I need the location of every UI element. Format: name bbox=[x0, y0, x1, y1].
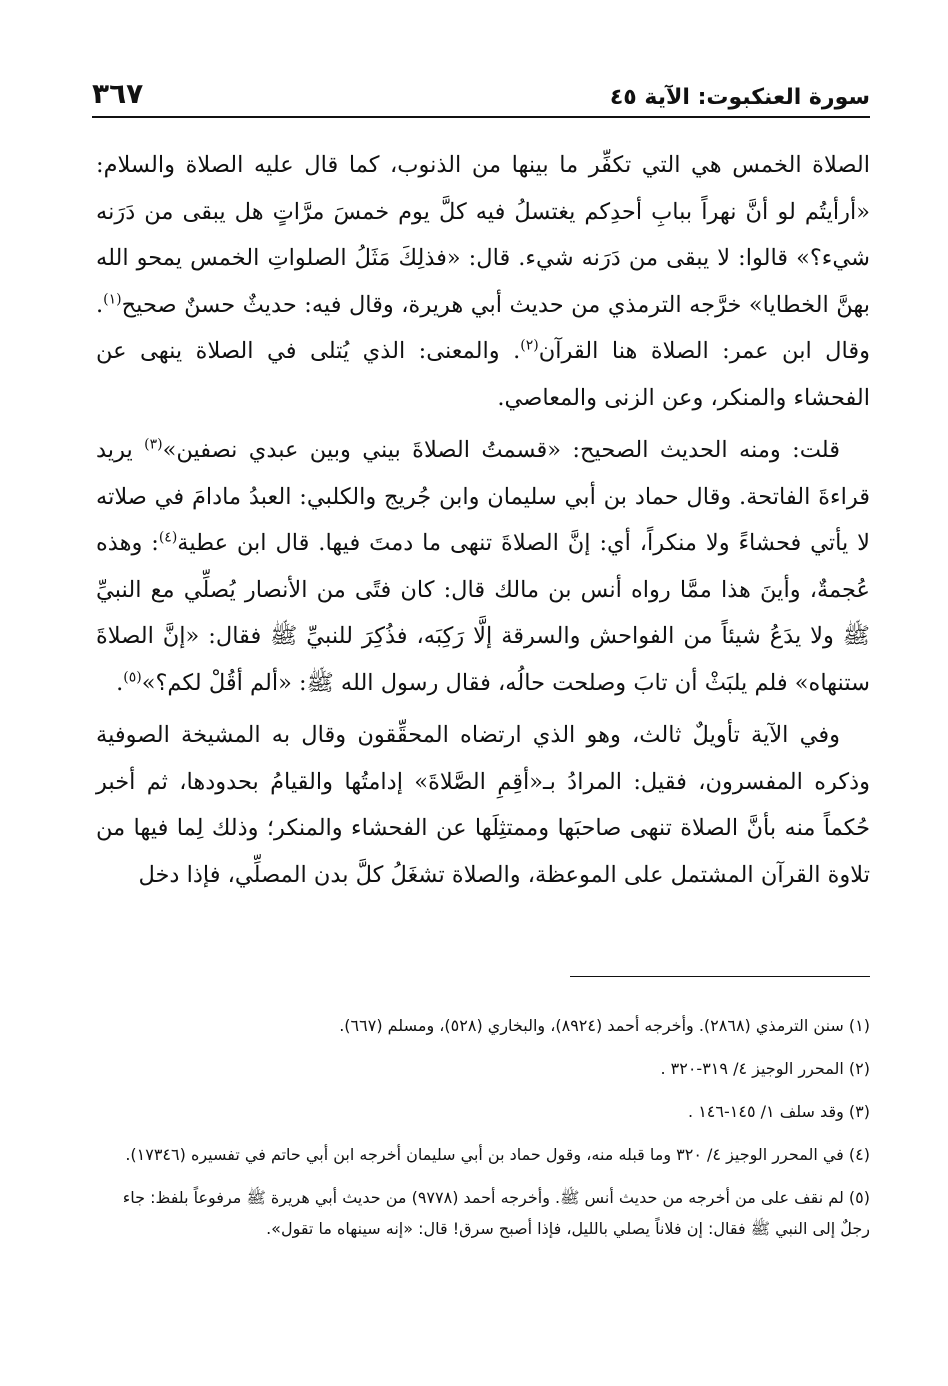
footnote-1: (١) سنن الترمذي (٢٨٦٨). وأخرجه أحمد (٨٩٢٤)، والبخاري (٥٢٨)، ومسلم (٦٦٧). bbox=[339, 1016, 870, 1035]
page-number: ٣٦٧ bbox=[92, 77, 144, 110]
footnote-5: (٥) لم نقف على من أخرجه من حديث أنس ﷺ. وأخرجه أحمد (٩٧٧٨) من حديث أبي هريرة ﷺ مرفوعاً بلفظ: جاء رجلٌ إلى النبي ﷺ فقال: إن فلاناً يصلي بالليل، فإذا أصبح سرق! قال: «إنه سينهاه ما تقول». bbox=[122, 1188, 870, 1238]
paragraph-1-end: . والمعنى: الذي يُتلى في الصلاة ينهى عن الفحشاء والمنكر، وعن الزنى والمعاصي. bbox=[96, 338, 870, 411]
paragraph-2 bbox=[96, 427, 870, 706]
surah-title: سورة العنكبوت: الآية ٤٥ bbox=[609, 85, 870, 110]
paragraph-2-tail: . bbox=[116, 669, 124, 696]
main-text bbox=[96, 142, 870, 898]
footnote-2: (٢) المحرر الوجيز ٤/ ٣١٩-٣٢٠ . bbox=[660, 1059, 870, 1078]
footnote-ref-5: (٥) bbox=[123, 669, 142, 685]
footnote-ref-2: (٢) bbox=[520, 337, 539, 354]
footnote-3: (٣) وقد سلف ١/ ١٤٥-١٤٦ . bbox=[688, 1102, 870, 1121]
paragraph-1 bbox=[96, 142, 870, 421]
footnote-4: (٤) في المحرر الوجيز ٤/ ٣٢٠ وما قبله منه، وقول حماد بن أبي سليمان أخرجه ابن أبي حاتم في تفسيره (١٧٣٤٦). bbox=[125, 1145, 870, 1164]
paragraph-2-text: قلت: ومنه الحديث الصحيح: «قسمتُ الصلاةَ بيني وبين عبدي نصفين» bbox=[162, 437, 840, 463]
footnote-separator bbox=[570, 976, 870, 977]
footnotes bbox=[96, 1010, 870, 1256]
paragraph-1-middle: . وقال ابن عمر: الصلاة هنا القرآن bbox=[96, 291, 870, 364]
paragraph-2-middle: يريد قراءةَ الفاتحة. وقال حماد بن أبي سليمان وابن جُريج والكلبي: العبدُ مادامَ في صلاته لا يأتي فحشاءً ولا منكراً، أي: إنَّ الصلاةَ تنهى ما دمتَ فيها. قال ابن عطية bbox=[96, 437, 870, 556]
page-header bbox=[92, 62, 870, 118]
footnote-ref-4: (٤) bbox=[158, 529, 178, 546]
paragraph-2-end: : وهذه عُجمةٌ، وأينَ هذا ممَّا رواه أنس بن مالك قال: كان فتًى من الأنصار يُصلِّي مع النبيِّ ﷺ ولا يدَعُ شيئاً من الفواحش والسرقة إلَّا رَكِبَه، فذُكِرَ للنبيِّ ﷺ فقال: «إنَّ الصلاةَ ستنهاه» فلم يلبَثْ أن تابَ وصلحت حالُه، فقال رسول الله ﷺ: «ألم أقُلْ لكم؟» bbox=[96, 530, 870, 696]
paragraph-1-text: الصلاة الخمس هي التي تكفِّر ما بينها من الذنوب، كما قال عليه الصلاة والسلام: «أرأيتُم لو أنَّ نهراً ببابِ أحدِكم يغتسلُ فيه كلَّ يوم خمسَ مرَّاتٍ هل يبقى من دَرَنه شيء؟» قالوا: لا يبقى من دَرَنه شيء. قال: «فذلِكَ مَثَلُ الصلواتِ الخمس يمحو الله بهنَّ الخطايا» خرَّجه الترمذي من حديث أبي هريرة، وقال فيه: حديثٌ حسنٌ صحيح bbox=[96, 152, 870, 318]
footnote-ref-1: (١) bbox=[103, 291, 122, 307]
paragraph-3: وفي الآية تأويلٌ ثالث، وهو الذي ارتضاه المحقِّقون وقال به المشيخة الصوفية وذكره المفسرون، فقيل: المرادُ بـ«أقِمِ الصَّلاةَ» إدامتُها والقيامُ بحدودها، ثم أخبر حُكماً منه بأنَّ الصلاة تنهى صاحبَها وممتثِلَها عن الفحشاء والمنكر؛ وذلك لِما فيها من تلاوة القرآن المشتمل على الموعظة، والصلاة تشغَلُ كلَّ بدن المصلِّي، فإذا دخل bbox=[96, 722, 870, 888]
footnote-ref-3: (٣) bbox=[144, 436, 163, 453]
